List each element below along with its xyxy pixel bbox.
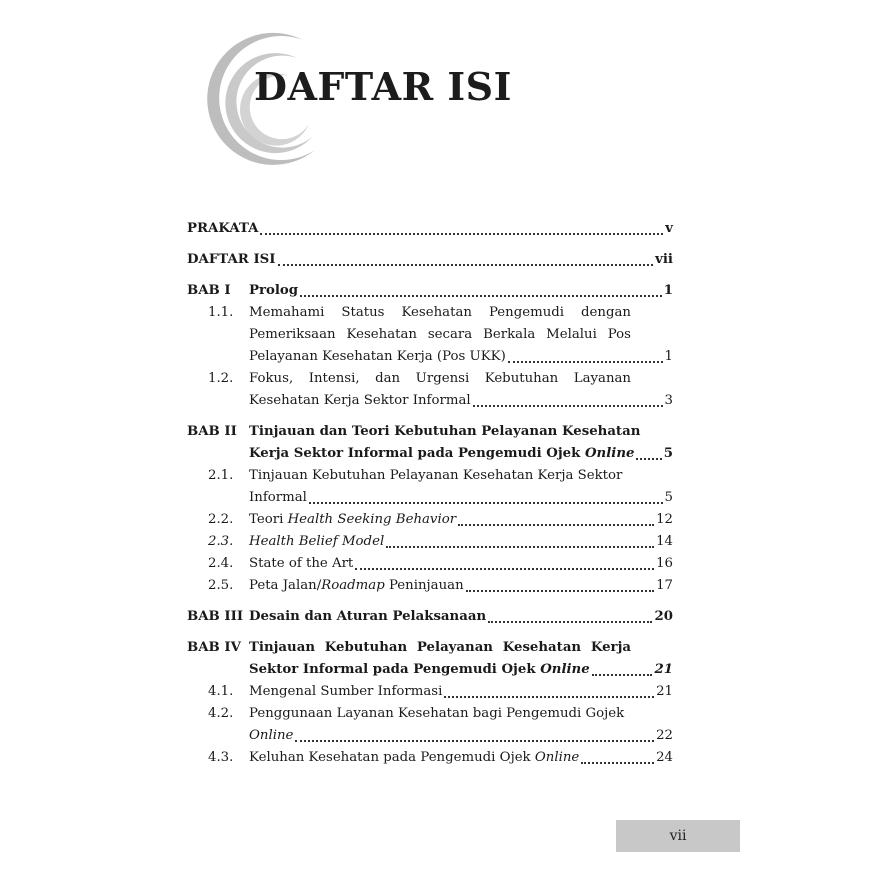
toc-label: DAFTAR ISI [187, 252, 276, 267]
chapter-number: BAB III [187, 609, 244, 624]
toc-label-line: Penggunaan Layanan Kesehatan bagi Pengemudi Gojek [249, 706, 625, 721]
dot-leader [581, 752, 654, 764]
toc-page: 17 [656, 578, 673, 593]
toc-label-italic: Online [534, 750, 580, 765]
toc-entry-daftar-isi[interactable] [187, 249, 673, 271]
dot-leader [386, 536, 654, 548]
toc-label: Keluhan Kesehatan pada Pengemudi Ojek [249, 750, 531, 765]
toc-label-italic: Health Belief Model [249, 534, 385, 549]
page-number-box [616, 820, 740, 852]
table-of-contents [187, 218, 673, 769]
toc-entry-bab-1[interactable] [187, 280, 673, 302]
toc-label: State of the Art [249, 556, 354, 571]
dot-leader [278, 254, 654, 266]
page-title: DAFTAR ISI [254, 64, 512, 109]
toc-label-italic: Online [584, 446, 635, 461]
toc-label-line: Tinjauan dan Teori Kebutuhan Pelayanan Kesehatan [249, 424, 641, 439]
toc-page: 24 [656, 750, 673, 765]
toc-page: 5 [663, 446, 673, 461]
chapter-number: BAB II [187, 424, 237, 439]
toc-page: 1 [663, 283, 673, 298]
toc-label-italic: Health Seeking Behavior [287, 512, 457, 527]
toc-page: v [665, 221, 673, 236]
section-number: 4.1. [208, 684, 234, 699]
toc-page: 14 [656, 534, 673, 549]
toc-page: 12 [656, 512, 673, 527]
chapter-number: BAB I [187, 283, 231, 298]
toc-entry-1-1[interactable] [187, 302, 673, 368]
toc-label-line: Tinjauan Kebutuhan Pelayanan Kesehatan Kerja [249, 640, 631, 655]
toc-entry-2-5[interactable] [187, 575, 673, 597]
toc-label-after: Peninjauan [388, 578, 464, 593]
toc-label-italic: Online [249, 728, 294, 743]
chapter-number: BAB IV [187, 640, 241, 655]
toc-label-line: Informal [249, 490, 307, 505]
toc-page: 1 [664, 349, 673, 364]
toc-page: 21 [656, 684, 673, 699]
toc-page: 5 [664, 490, 673, 505]
toc-entry-4-1[interactable] [187, 681, 673, 703]
toc-label-line: Pemeriksaan Kesehatan secara Berkala Melalui Pos [249, 327, 631, 342]
dot-leader [636, 448, 661, 460]
toc-label-line: Sektor Informal pada Pengemudi Ojek [249, 662, 536, 677]
toc-label-line: Memahami Status Kesehatan Pengemudi dengan [249, 305, 631, 320]
dot-leader [309, 492, 663, 504]
toc-page: 16 [656, 556, 673, 571]
dot-leader [355, 558, 654, 570]
toc-page: 3 [664, 393, 673, 408]
toc-label-line: Tinjauan Kebutuhan Pelayanan Kesehatan Kerja Sektor [249, 468, 623, 483]
dot-leader [300, 285, 662, 297]
dot-leader [458, 514, 654, 526]
toc-entry-bab-4[interactable] [187, 637, 673, 681]
section-number: 2.3. [208, 534, 234, 549]
toc-label-line: Kerja Sektor Informal pada Pengemudi Ojek [249, 446, 581, 461]
toc-page: vii [655, 252, 673, 267]
section-number: 2.1. [208, 468, 234, 483]
dot-leader [508, 351, 663, 363]
toc-label: Teori [249, 512, 284, 527]
toc-label-line: Kesehatan Kerja Sektor Informal [249, 393, 471, 408]
dot-leader [592, 664, 653, 676]
toc-entry-2-3[interactable] [187, 531, 673, 553]
toc-entry-2-4[interactable] [187, 553, 673, 575]
section-number: 2.4. [208, 556, 234, 571]
section-number: 4.2. [208, 706, 234, 721]
section-number: 1.2. [208, 371, 234, 386]
toc-entry-bab-3[interactable] [187, 606, 673, 628]
dot-leader [444, 686, 654, 698]
toc-label-italic: Roadmap [321, 578, 385, 593]
toc-entry-4-2[interactable] [187, 703, 673, 747]
toc-entry-4-3[interactable] [187, 747, 673, 769]
dot-leader [466, 580, 654, 592]
toc-page: 20 [654, 609, 673, 624]
dot-leader [260, 223, 663, 235]
toc-entry-prakata[interactable] [187, 218, 673, 240]
toc-entry-2-2[interactable] [187, 509, 673, 531]
toc-label: Desain dan Aturan Pelaksanaan [249, 609, 487, 624]
toc-page: 22 [656, 728, 673, 743]
toc-label: Peta Jalan/ [249, 578, 322, 593]
toc-label: PRAKATA [187, 221, 259, 236]
dot-leader [473, 395, 663, 407]
toc-label-line: Pelayanan Kesehatan Kerja (Pos UKK) [249, 349, 506, 364]
toc-label-line: Fokus, Intensi, dan Urgensi Kebutuhan Layanan [249, 371, 631, 386]
toc-page: 21 [654, 662, 673, 677]
toc-label: Mengenal Sumber Informasi [249, 684, 443, 699]
dot-leader [488, 611, 652, 623]
section-number: 1.1. [208, 305, 234, 320]
section-number: 2.2. [208, 512, 234, 527]
toc-entry-1-2[interactable] [187, 368, 673, 412]
toc-entry-bab-2[interactable] [187, 421, 673, 465]
dot-leader [295, 730, 654, 742]
page-number: vii [669, 828, 687, 844]
toc-label-italic: Online [540, 662, 590, 677]
section-number: 4.3. [208, 750, 234, 765]
section-number: 2.5. [208, 578, 234, 593]
toc-label: Prolog [249, 283, 299, 298]
toc-entry-2-1[interactable] [187, 465, 673, 509]
